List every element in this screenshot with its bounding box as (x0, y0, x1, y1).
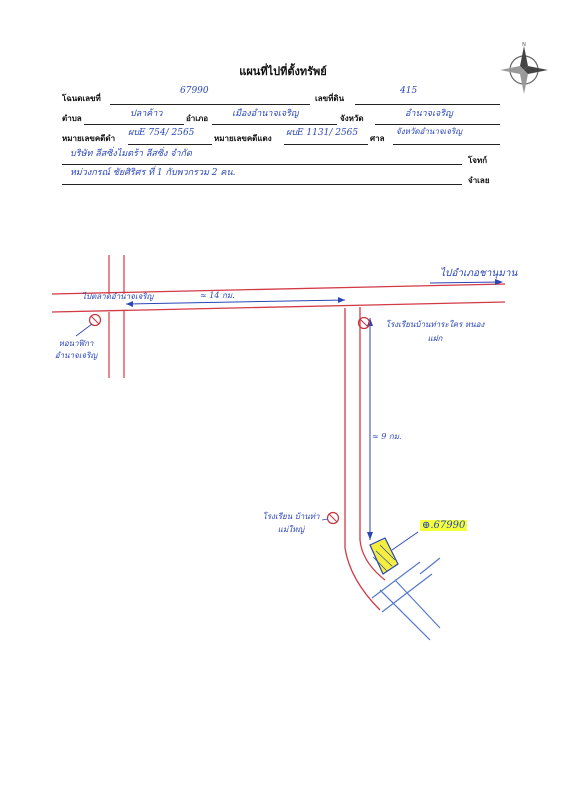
district-label: อำเภอ (186, 114, 209, 123)
red-case-value: ผบE 1131/ 2565 (286, 128, 359, 138)
school-lower-marker (328, 513, 339, 524)
province-label: จังหวัด (340, 114, 364, 123)
lower-road-edge (395, 580, 440, 628)
land-number-value: 415 (400, 86, 418, 96)
side-road-curve (345, 548, 380, 610)
subdistrict-label: ตำบล (62, 114, 82, 123)
landmark-left-label: หอนาฬิกา อำนาจเจริญ (54, 339, 98, 360)
black-case-label: หมายเลขคดีดำ (62, 134, 116, 143)
label-to-town: ไปตลาดอำนาจเจริญ (82, 292, 154, 301)
parcel-leader-line (392, 532, 418, 550)
page-title: แผนที่ไปที่ตั้งทรัพย์ (239, 65, 327, 78)
deed-number-value: 67990 (180, 86, 209, 96)
land-parcel (370, 538, 398, 574)
black-case-value: ผบE 754/ 2565 (128, 128, 195, 138)
lower-road-edge (420, 558, 440, 574)
svg-text:N: N (522, 42, 526, 48)
district-value: เมืองอำนาจเจริญ (232, 109, 299, 119)
landmark-right-label: โรงเรียนบ้านท่าระใคร หนองแฝก (385, 320, 485, 343)
province-value: อำนาจเจริญ (405, 109, 453, 119)
distance-main-label: ≈ 14 กม. (200, 291, 235, 300)
landmark-lower-label: โรงเรียน บ้านท่าแม่ใหญ่ (262, 512, 320, 534)
distance-side-label: ≈ 9 กม. (372, 432, 402, 441)
lower-road-edge (380, 590, 430, 640)
destination-arrow (430, 282, 500, 283)
defendant-value: หม่วงกรณ์ ชัยศิริศร ที่ 1 กับพวกรวม 2 คน. (70, 168, 236, 178)
plaintiff-label: โจทก์ (468, 156, 488, 165)
red-case-label: หมายเลขคดีแดง (214, 134, 272, 143)
deed-number-label: โฉนดเลขที่ (62, 94, 101, 103)
distance-arrow-main (126, 300, 345, 304)
clock-tower-marker (90, 315, 101, 326)
lower-road-edge (372, 562, 420, 598)
court-value: จังหวัดอำนาจเจริญ (396, 127, 463, 136)
defendant-label: จำเลย (468, 176, 490, 185)
land-number-label: เลขที่ดิน (315, 94, 345, 103)
label-to-bangtai: ไปอำเภอชานุมาน (440, 268, 518, 279)
main-road-bottom-edge (52, 302, 505, 312)
subdistrict-value: ปลาค้าว (130, 109, 163, 119)
court-label: ศาล (370, 134, 385, 143)
plaintiff-value: บริษัท ลีสซิ่งไมตร้า ลีสซิ่ง จำกัด (70, 149, 192, 159)
parcel-number-label: ⊕.67990 (422, 520, 466, 531)
